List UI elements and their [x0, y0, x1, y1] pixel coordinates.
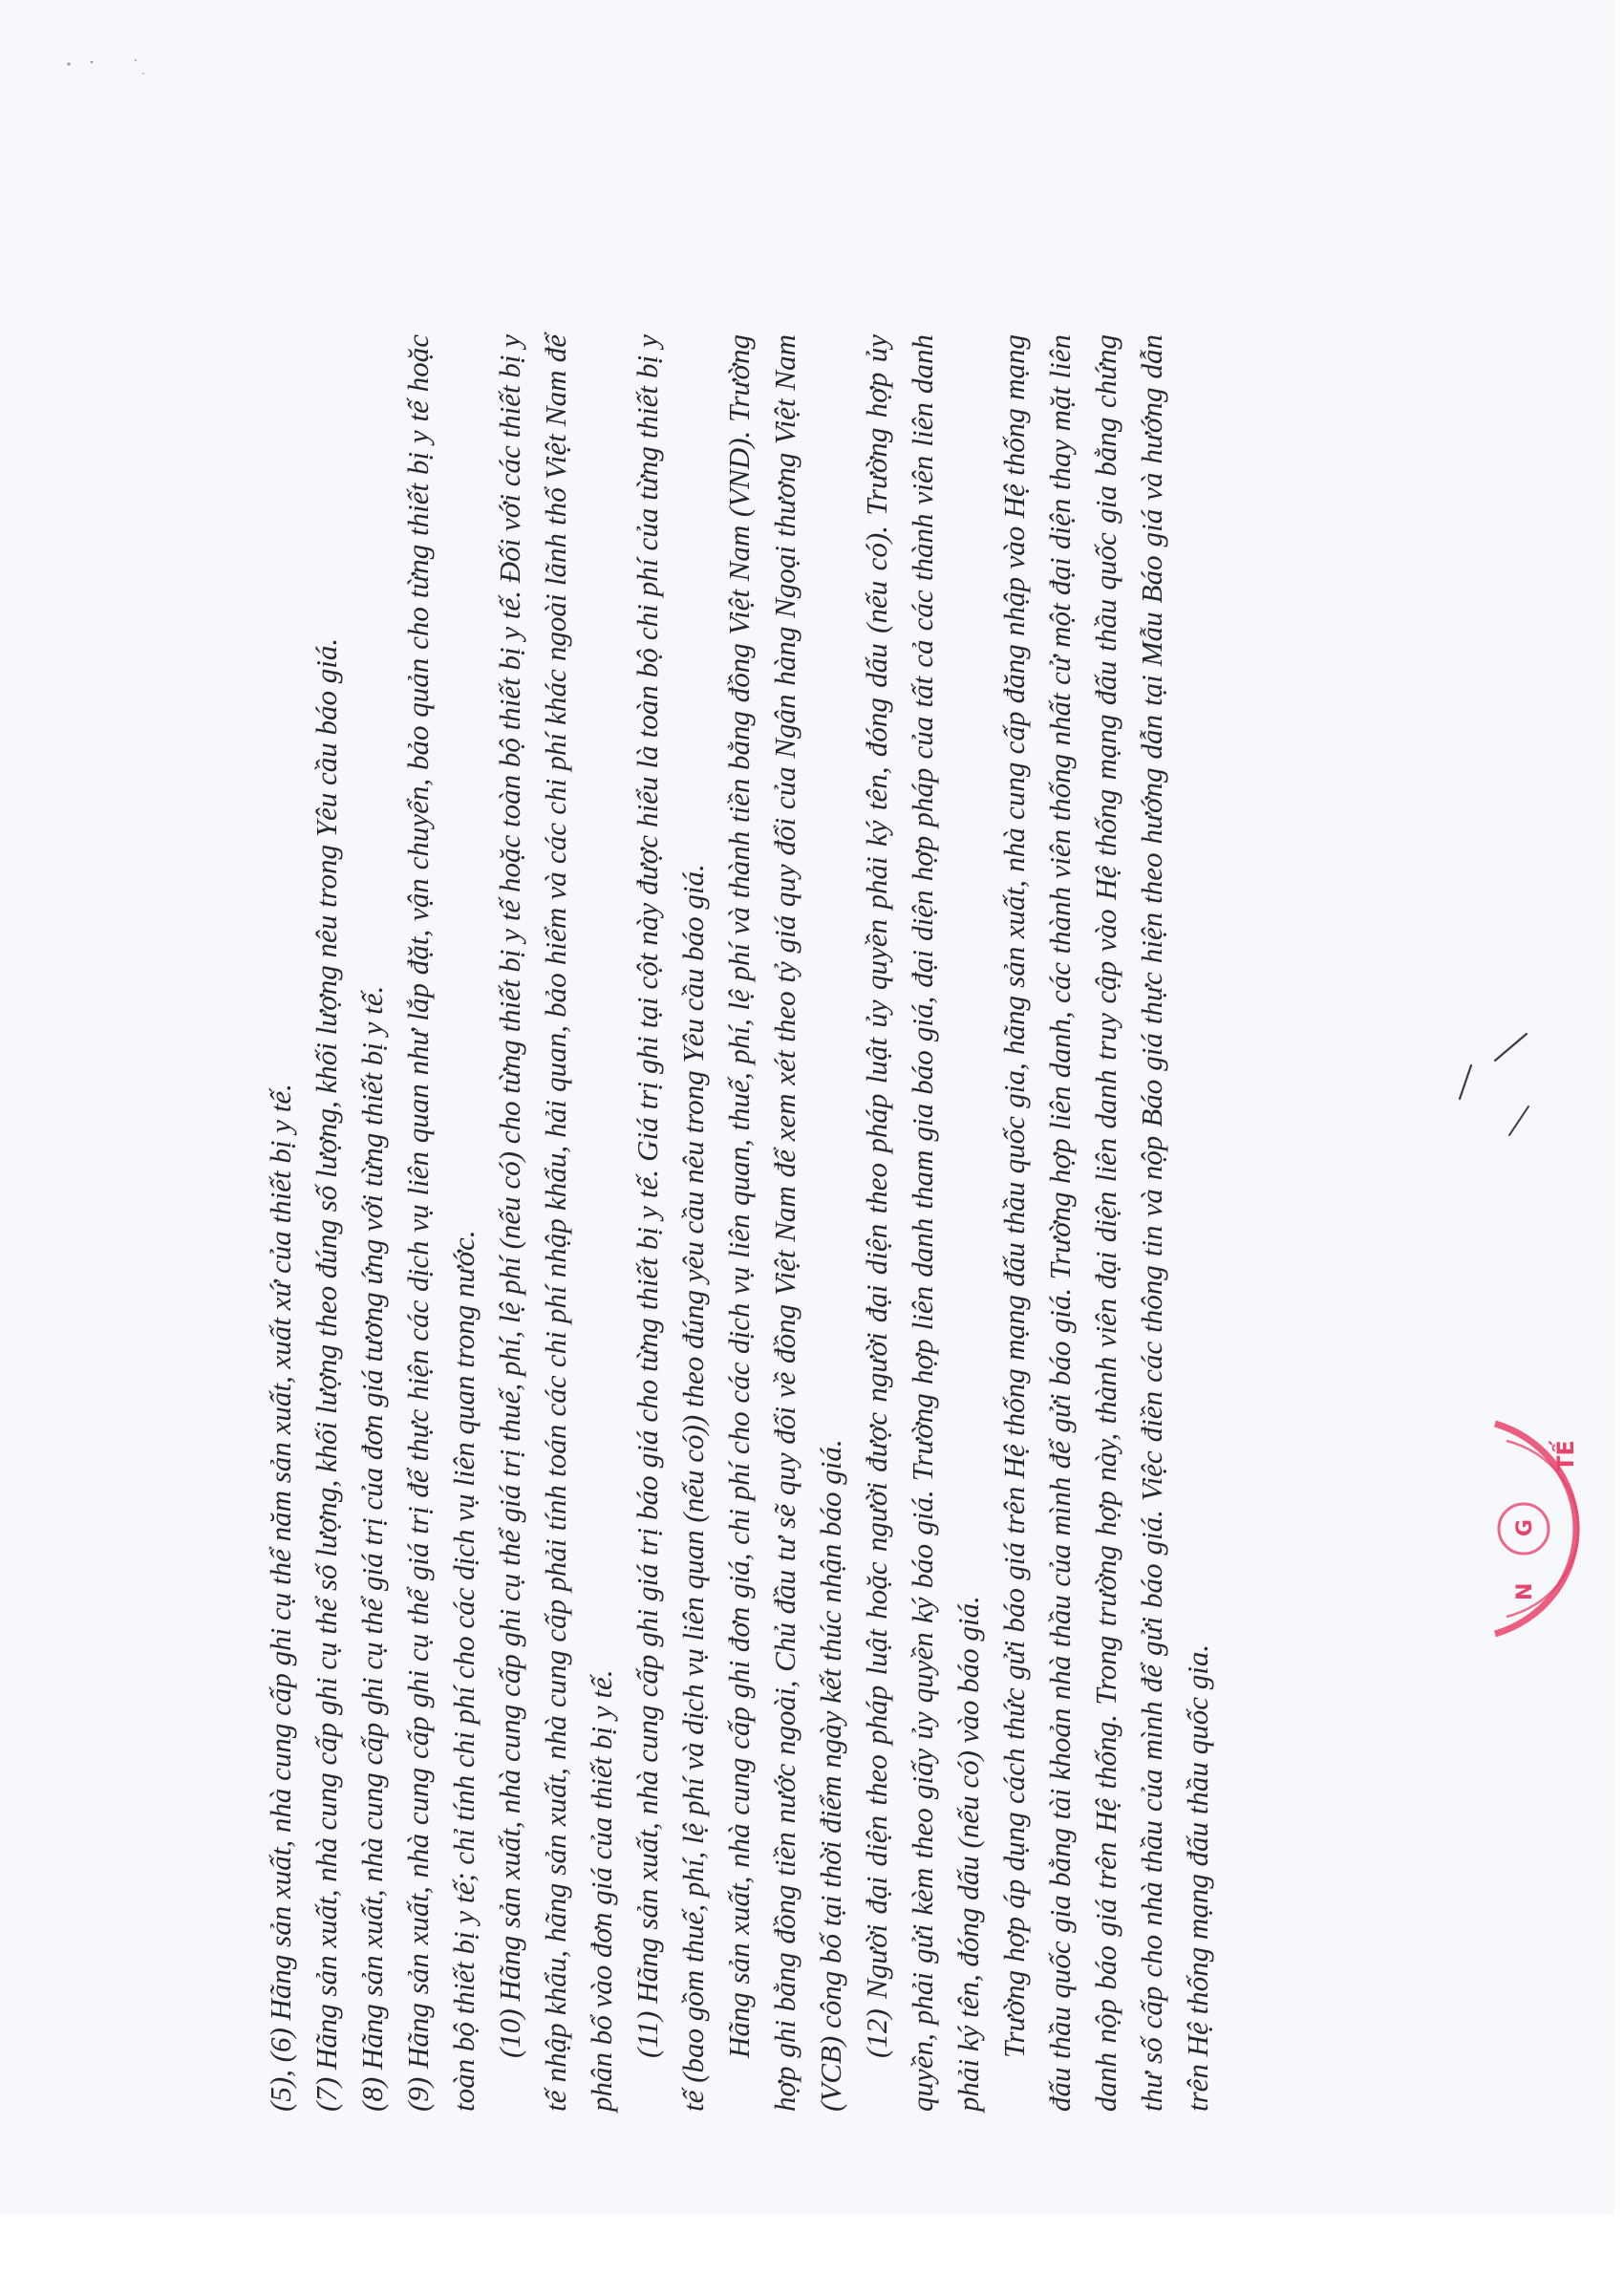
document-body: [258, 334, 1481, 2112]
paragraph-5-6: (5), (6) Hãng sản xuất, nhà cung cấp ghi cụ thể năm sản xuất, xuất xứ của thiết bị y tế.: [264, 1084, 297, 2112]
paragraph-10: (10) Hãng sản xuất, nhà cung cấp ghi cụ thể giá trị thuế, phí, lệ phí (nếu có) cho từng thiết bị y tế hoặc toàn bộ thiết bị y tế. Đối với các thiết bị y tế nhập khẩu, hãng sản xuất, nhà cung cấp phải tính toán các chi phí nhập khẩu, hải quan, bảo hiểm và các chi phí khác ngoài lãnh thổ Việt Nam để phân bổ vào đơn giá của thiết bị y tế.: [493, 334, 618, 2112]
scan-specks: [57, 53, 153, 81]
paragraph-currency: Hãng sản xuất, nhà cung cấp ghi đơn giá, chi phí cho các dịch vụ liên quan, thuế, phí, lệ phí và thành tiền bằng đồng Việt Nam (VND). Trường hợp ghi bằng đồng tiền nước ngoài, Chủ đầu tư sẽ quy đổi về đồng Việt Nam để xem xét theo tỷ giá quy đổi của Ngân hàng Ngoại thương Việt Nam (VCB) công bố tại thời điểm ngày kết thúc nhận báo giá.: [722, 334, 847, 2112]
paragraph-11: (11) Hãng sản xuất, nhà cung cấp ghi giá trị báo giá cho từng thiết bị y tế. Giá trị ghi tại cột này được hiểu là toàn bộ chi phí của từng thiết bị y tế (bao gồm thuế, phí, lệ phí và dịch vụ liên quan (nếu có)) theo đúng yêu cầu nêu trong Yêu cầu báo giá.: [630, 334, 710, 2112]
paragraph-12: (12) Người đại diện theo pháp luật hoặc người được người đại diện theo pháp luật ủy quyền phải ký tên, đóng dấu (nếu có). Trường hợp ủy quyền, phải gửi kèm theo giấy ủy quyền ký báo giá. Trường hợp liên danh tham gia báo giá, đại diện hợp pháp của tất cả các thành viên liên danh phải ký tên, đóng dấu (nếu có) vào báo giá.: [860, 334, 985, 2112]
pen-marks: [1452, 1032, 1548, 1137]
scan-edge-bottom: [0, 2215, 1624, 2275]
stamp-text-low: G: [1513, 1518, 1537, 1536]
stamp-text-mid: N: [1513, 1582, 1537, 1600]
paragraph-7: (7) Hãng sản xuất, nhà cung cấp ghi cụ thể số lượng, khối lượng theo đúng số lượng, khối lượng nêu trong Yêu cầu báo giá.: [310, 637, 343, 2112]
paragraph-online-submission: Trường hợp áp dụng cách thức gửi báo giá trên Hệ thống mạng đấu thầu quốc gia, hãng sản xuất, nhà cung cấp đăng nhập vào Hệ thống mạng đấu thầu quốc gia bằng tài khoản nhà thầu của mình để gửi báo giá. Trường hợp liên danh, các thành viên thống nhất cử một đại diện thay mặt liên danh nộp báo giá trên Hệ thống. Trong trường hợp này, thành viên đại diện liên danh truy cập vào Hệ thống mạng đấu thầu quốc gia bằng chứng thư số cấp cho nhà thầu của mình để gửi báo giá. Việc điền các thông tin và nộp Báo giá thực hiện theo hướng dẫn tại Mẫu Báo giá và hướng dẫn trên Hệ thống mạng đấu thầu quốc gia.: [997, 334, 1214, 2112]
scan-edge-right: [1614, 0, 1624, 2275]
red-seal-stamp: [1466, 1414, 1619, 1643]
paragraph-8: (8) Hãng sản xuất, nhà cung cấp ghi cụ thể giá trị của đơn giá tương ứng với từng thiết bị y tế.: [355, 985, 389, 2112]
stamp-text-top: TẾ: [1552, 1440, 1579, 1471]
paragraph-9: (9) Hãng sản xuất, nhà cung cấp ghi cụ thể giá trị để thực hiện các dịch vụ liên quan như lắp đặt, vận chuyển, bảo quản cho từng thiết bị y tế hoặc toàn bộ thiết bị y tế; chỉ tính chi phí cho các dịch vụ liên quan trong nước.: [401, 334, 481, 2112]
